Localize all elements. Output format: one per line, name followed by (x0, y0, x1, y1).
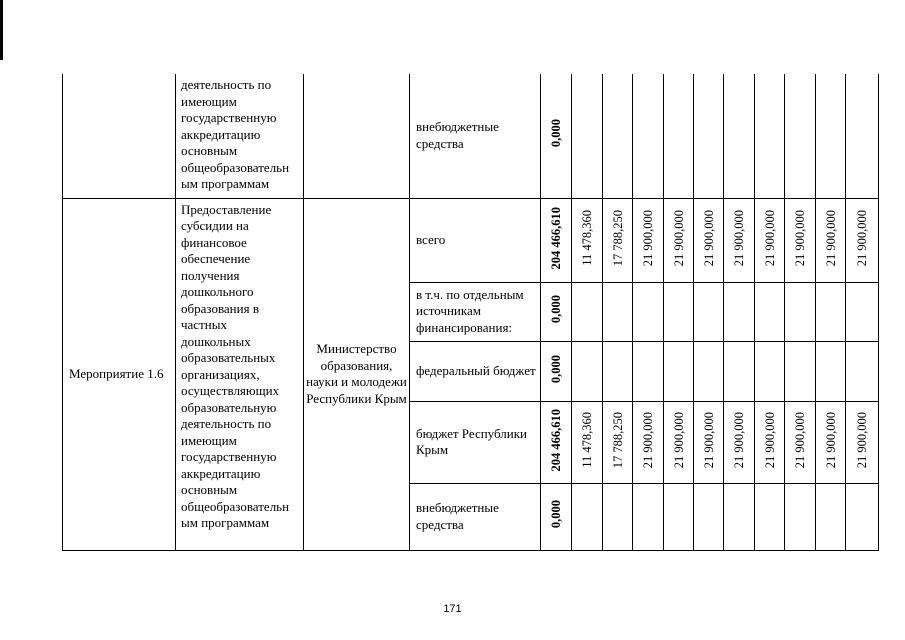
year-cell (755, 483, 785, 550)
year-cell: 21 900,000 (846, 198, 879, 282)
year-cell (846, 74, 879, 198)
table-row-total (63, 198, 879, 282)
year-cell (816, 74, 846, 198)
year-cell: 21 900,000 (633, 198, 664, 282)
total-value: 0,000 (549, 295, 563, 324)
year-cell: 11 478,360 (572, 401, 603, 483)
year-cell (846, 483, 879, 550)
funding-source-label: внебюджетные средства (410, 74, 541, 198)
year-cell (633, 74, 664, 198)
executor: Министерство образования, науки и молодежи Республики Крым (304, 198, 410, 550)
year-cell: 21 900,000 (816, 198, 846, 282)
year-cell (785, 282, 816, 341)
total-cell (541, 483, 572, 550)
year-cell (816, 282, 846, 341)
executor-cell-empty (304, 74, 410, 198)
total-cell (541, 74, 572, 198)
year-cell (633, 483, 664, 550)
year-cell: 21 900,000 (694, 198, 724, 282)
total-cell (541, 198, 572, 282)
year-cell (724, 74, 755, 198)
year-cell (846, 341, 879, 401)
year-cell: 21 900,000 (694, 401, 724, 483)
year-cell (664, 341, 694, 401)
funding-source-label: федеральный бюджет (410, 341, 541, 401)
total-cell (541, 282, 572, 341)
total-cell (541, 341, 572, 401)
total-value: 204 466,610 (549, 206, 563, 269)
year-cell: 21 900,000 (633, 401, 664, 483)
measure-name: Мероприятие 1.6 (63, 198, 176, 550)
year-cell: 17 788,250 (603, 401, 633, 483)
year-cell (755, 74, 785, 198)
year-cell (785, 74, 816, 198)
year-cell: 21 900,000 (846, 401, 879, 483)
year-cell (785, 483, 816, 550)
funding-source-label: бюджет Республики Крым (410, 401, 541, 483)
total-value: 0,000 (549, 354, 563, 383)
year-cell (724, 483, 755, 550)
year-cell (572, 483, 603, 550)
page-number: 171 (443, 603, 462, 615)
year-cell: 21 900,000 (724, 401, 755, 483)
year-cell: 21 900,000 (664, 401, 694, 483)
total-value: 0,000 (549, 119, 563, 148)
measure-name-cell-empty (63, 74, 176, 198)
year-cell: 21 900,000 (755, 198, 785, 282)
total-value: 0,000 (549, 500, 563, 529)
table-row-top-offbudget (63, 74, 879, 198)
year-cell (694, 74, 724, 198)
funding-source-label: всего (410, 198, 541, 282)
budget-table (62, 74, 879, 551)
year-cell (664, 483, 694, 550)
year-cell (664, 282, 694, 341)
year-cell (694, 282, 724, 341)
total-cell (541, 401, 572, 483)
year-cell: 21 900,000 (755, 401, 785, 483)
year-cell: 21 900,000 (664, 198, 694, 282)
year-cell (846, 282, 879, 341)
year-cell (694, 341, 724, 401)
year-cell (633, 341, 664, 401)
year-cell (572, 74, 603, 198)
scan-edge-mark (0, 0, 3, 60)
year-cell (785, 341, 816, 401)
year-cell (664, 74, 694, 198)
year-cell (816, 341, 846, 401)
year-cell (603, 341, 633, 401)
year-cell (572, 282, 603, 341)
year-cell: 21 900,000 (816, 401, 846, 483)
year-cell (755, 282, 785, 341)
year-cell (694, 483, 724, 550)
year-cell (603, 483, 633, 550)
year-cell: 21 900,000 (785, 401, 816, 483)
total-value: 204 466,610 (549, 408, 563, 471)
year-cell (816, 483, 846, 550)
year-cell: 21 900,000 (724, 198, 755, 282)
year-cell: 17 788,250 (603, 198, 633, 282)
year-cell (603, 282, 633, 341)
funding-source-label: внебюджетные средства (410, 483, 541, 550)
year-cell (572, 341, 603, 401)
funding-source-label: в т.ч. по отдельным источникам финансирования: (410, 282, 541, 341)
year-cell: 11 478,360 (572, 198, 603, 282)
year-cell: 21 900,000 (785, 198, 816, 282)
year-cell (603, 74, 633, 198)
measure-description-continued: деятельность по имеющим государственную аккредитацию основным общеобразовательн ым программам (176, 74, 304, 198)
measure-description: Предоставление субсидии на финансовое обеспечение получения дошкольного образования в частных дошкольных образовательных организациях, осуществляющих образовательную деятельность по имеющим государственную аккредитацию основным общеобразовательн ым программам (176, 198, 304, 550)
year-cell (633, 282, 664, 341)
year-cell (724, 341, 755, 401)
year-cell (724, 282, 755, 341)
year-cell (755, 341, 785, 401)
